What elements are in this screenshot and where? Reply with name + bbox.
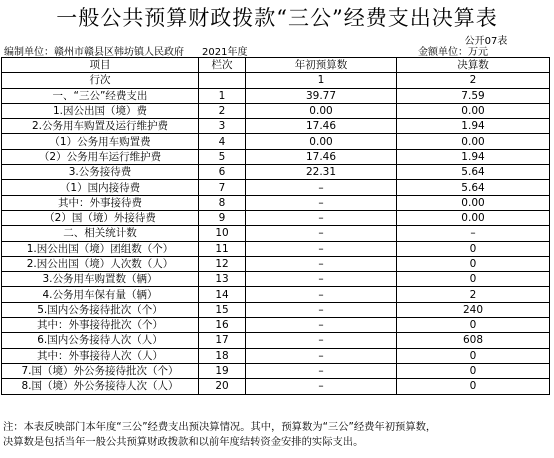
row-final: 5.64 [397, 180, 550, 195]
row-budget: – [246, 241, 397, 256]
row-name: 其中：外事接待费 [2, 195, 199, 210]
row-budget: – [246, 256, 397, 271]
row-name: （1）公务用车购置费 [2, 134, 199, 149]
row-lanci: 3 [199, 119, 246, 134]
row-budget: – [246, 318, 397, 333]
row-budget: – [246, 226, 397, 241]
row-name: 3.公务接待费 [2, 165, 199, 180]
row-final: 0 [397, 348, 550, 363]
header-budget: 年初预算数 [246, 58, 397, 73]
row-final: 0 [397, 379, 550, 394]
row-budget: 22.31 [246, 165, 397, 180]
row-lanci: 18 [199, 348, 246, 363]
row-lanci: 1 [199, 88, 246, 103]
table-row [2, 134, 550, 149]
row-lanci: 5 [199, 149, 246, 164]
row-name: 3.公务用车购置数（辆） [2, 272, 199, 287]
money-unit-label: 金额单位：万元 [418, 47, 488, 58]
footnote-line-2: 决算数是包括当年一般公共预算财政拨款和以前年度结转资金安排的实际支出。 [3, 436, 364, 448]
row-lanci: 12 [199, 256, 246, 271]
table-row [2, 103, 550, 118]
table-row [2, 302, 550, 317]
table-row [2, 241, 550, 256]
row-budget: – [246, 195, 397, 210]
row-budget: 39.77 [246, 88, 397, 103]
table-row [2, 272, 550, 287]
row-final: 0 [397, 318, 550, 333]
header-project: 项目 [2, 58, 199, 73]
row-budget: – [246, 210, 397, 225]
row-name: 二、相关统计数 [2, 226, 199, 241]
table-row [2, 256, 550, 271]
row-final: 0.00 [397, 195, 550, 210]
row-lanci: 14 [199, 287, 246, 302]
row-lanci: 11 [199, 241, 246, 256]
row-name: 4.公务用车保有量（辆） [2, 287, 199, 302]
row-name: 2.因公出国（境）人次数（人） [2, 256, 199, 271]
year-label: 2021年度 [202, 47, 248, 58]
row-budget: – [246, 363, 397, 378]
subheader-project: 行次 [2, 73, 199, 88]
row-lanci: 6 [199, 165, 246, 180]
table-row [2, 379, 550, 394]
table-row [2, 210, 550, 225]
row-lanci: 4 [199, 134, 246, 149]
row-lanci: 16 [199, 318, 246, 333]
unit-row [2, 43, 552, 57]
header-final: 决算数 [397, 58, 550, 73]
table-row [2, 180, 550, 195]
row-name: 2.公务用车购置及运行维护费 [2, 119, 199, 134]
row-final: 1.94 [397, 149, 550, 164]
table-row [2, 149, 550, 164]
table-row [2, 318, 550, 333]
footnote [3, 420, 551, 450]
row-budget: – [246, 379, 397, 394]
row-final: 2 [397, 287, 550, 302]
row-budget: – [246, 333, 397, 348]
row-lanci: 15 [199, 302, 246, 317]
table-row [2, 333, 550, 348]
row-lanci: 8 [199, 195, 246, 210]
row-final: 5.64 [397, 165, 550, 180]
row-budget: 0.00 [246, 134, 397, 149]
row-name: （1）国内接待费 [2, 180, 199, 195]
row-name: 其中：外事接待批次（个） [2, 318, 199, 333]
row-name: 1.因公出国（境）团组数（个） [2, 241, 199, 256]
row-final: – [397, 226, 550, 241]
row-lanci: 17 [199, 333, 246, 348]
header-lanci: 栏次 [199, 58, 246, 73]
table-row [2, 363, 550, 378]
row-final: 608 [397, 333, 550, 348]
table-row [2, 165, 550, 180]
row-lanci: 2 [199, 103, 246, 118]
row-final: 240 [397, 302, 550, 317]
row-lanci: 10 [199, 226, 246, 241]
table-row [2, 287, 550, 302]
row-budget: – [246, 348, 397, 363]
row-lanci: 13 [199, 272, 246, 287]
row-final: 0.00 [397, 103, 550, 118]
header-row [2, 58, 550, 73]
row-final: 0 [397, 241, 550, 256]
row-budget: – [246, 302, 397, 317]
subheader-budget: 1 [246, 73, 397, 88]
footnote-line-1: 注：本表反映部门本年度“三公”经费支出预决算情况。其中，预算数为“三公”经费年初预算数， [3, 421, 437, 433]
subheader-lanci [199, 73, 246, 88]
row-name: 5.国内公务接待批次（个） [2, 302, 199, 317]
row-final: 0.00 [397, 134, 550, 149]
form-number: 公开07表 [464, 36, 508, 47]
row-name: 7.国（境）外公务接待批次（个） [2, 363, 199, 378]
row-name: 一、“三公”经费支出 [2, 88, 199, 103]
table-title: 一般公共预算财政拨款“三公”经费支出决算表 [56, 6, 498, 30]
row-budget: – [246, 180, 397, 195]
row-final: 1.94 [397, 119, 550, 134]
row-name: 6.国内公务接待人次（人） [2, 333, 199, 348]
table-row [2, 226, 550, 241]
table-row [2, 348, 550, 363]
row-lanci: 20 [199, 379, 246, 394]
row-lanci: 7 [199, 180, 246, 195]
row-name: 8.国（境）外公务接待人次（人） [2, 379, 199, 394]
row-budget: 0.00 [246, 103, 397, 118]
table-row [2, 88, 550, 103]
row-name: （2）国（境）外接待费 [2, 210, 199, 225]
org-label: 编制单位：赣州市赣县区韩坊镇人民政府 [4, 47, 184, 58]
subheader-row [2, 73, 550, 88]
row-name: 1.因公出国（境）费 [2, 103, 199, 118]
row-budget: – [246, 272, 397, 287]
row-final: 0 [397, 256, 550, 271]
row-budget: 17.46 [246, 149, 397, 164]
row-final: 0 [397, 272, 550, 287]
row-lanci: 19 [199, 363, 246, 378]
row-name: （2）公务用车运行维护费 [2, 149, 199, 164]
expense-table [1, 57, 550, 395]
table-row [2, 119, 550, 134]
row-budget: – [246, 287, 397, 302]
table-row [2, 195, 550, 210]
row-lanci: 9 [199, 210, 246, 225]
row-budget: 17.46 [246, 119, 397, 134]
subheader-final: 2 [397, 73, 550, 88]
row-final: 7.59 [397, 88, 550, 103]
row-final: 0.00 [397, 210, 550, 225]
row-name: 其中：外事接待人次（人） [2, 348, 199, 363]
row-final: 0 [397, 363, 550, 378]
